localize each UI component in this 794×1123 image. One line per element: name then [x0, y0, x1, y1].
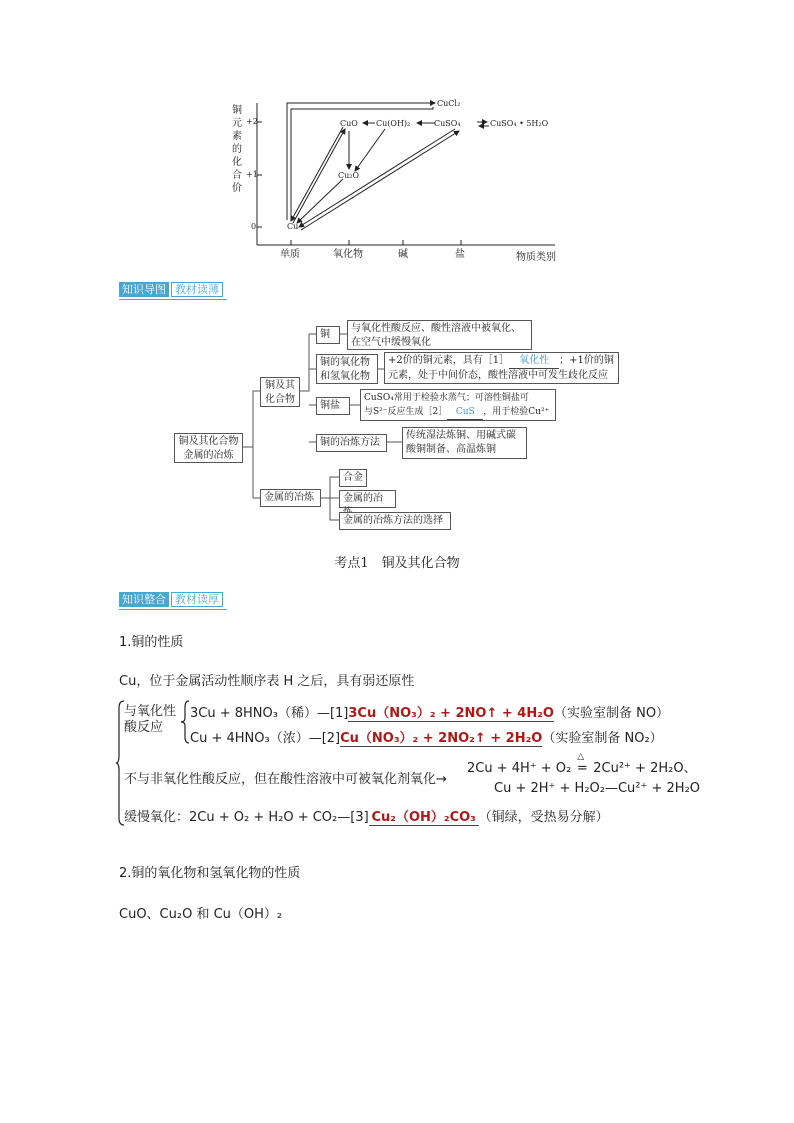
- intro-text: Cu，位于金属活动性顺序表 H 之后，具有弱还原性: [119, 674, 415, 689]
- node-cuso4: CuSO₄: [434, 119, 461, 128]
- mindmap-node-salt-desc: CuSO₄常用于检验水蒸气；可溶性铜盐可 与S²⁻反应生成［2］ CuS ，用于检验Cu²⁺: [360, 389, 556, 421]
- heading-oxides: 2.铜的氧化物和氢氧化物的性质: [119, 866, 301, 881]
- section-title: 考点1 铜及其化合物: [334, 556, 460, 571]
- y-tick: +1: [246, 170, 258, 179]
- non-oxidizing-acid-text: 不与非氧化性酸反应，但在酸性溶液中可被氧化剂氧化→: [124, 772, 447, 787]
- node-cuoh2: Cu(OH)₂: [376, 119, 411, 128]
- node-cu: Cu: [287, 222, 299, 231]
- mindmap-node-cu: 铜: [316, 326, 340, 344]
- node-cu2o: Cu₂O: [338, 171, 360, 180]
- mindmap-node-smelt-desc: 传统湿法炼铜、用碱式碳 酸铜制备、高温炼铜: [402, 427, 527, 459]
- mindmap-node-alloy: 合金: [339, 469, 367, 487]
- mindmap-node-oxides: 铜的氧化物 和氢氧化物: [316, 354, 378, 384]
- mindmap-branch-compounds: 铜及其 化合物: [260, 377, 300, 407]
- y-axis-label: 铜 元 素 的 化 合 价: [232, 105, 242, 194]
- x-tick: 碱: [398, 249, 408, 260]
- mindmap-connectors: [0, 0, 794, 540]
- mindmap-node-choice: 金属的冶炼方法的选择: [339, 512, 451, 530]
- mindmap-node-smelting: 金属的冶: [339, 490, 396, 508]
- equation-o2: 2Cu + 4H⁺ + O₂ △ = 2Cu²⁺ + 2H₂O、: [467, 752, 697, 776]
- node-cucl2: CuCl₂: [437, 99, 461, 108]
- y-tick: 0: [251, 222, 257, 231]
- mindmap-node-cu-desc: 与氧化性酸反应、酸性溶液中被氧化、 在空气中缓慢氧化: [347, 320, 532, 350]
- y-tick: +2: [246, 117, 258, 126]
- mindmap-node-salt: 铜盐: [316, 397, 350, 415]
- mindmap-node-oxides-desc: +2价的铜元素，具有［1］ 氧化性 ；+1价的铜 元素，处于中间价态，酸性溶液中可发生歧化反应: [384, 352, 619, 384]
- mindmap-node-smelt: 铜的冶炼方法: [316, 434, 387, 452]
- reaction-dilute-nitric: 3Cu + 8HNO₃（稀）—[1]3Cu（NO₃）₂ + 2NO↑ + 4H₂O（实验室制备 NO）: [190, 702, 669, 722]
- x-axis-label: 物质类别: [516, 252, 556, 263]
- mindmap-branch-smelting: 金属的冶炼: [260, 489, 321, 507]
- oxidizing-acid-label: 与氧化性 酸反应: [124, 704, 177, 735]
- x-tick: 单质: [280, 249, 300, 260]
- x-tick: 盐: [455, 249, 465, 260]
- slow-oxidation: 缓慢氧化：2Cu + O₂ + H₂O + CO₂—[3] Cu₂（OH）₂CO₃ （铜绿，受热易分解）: [124, 806, 609, 826]
- node-cuo: CuO: [340, 119, 358, 128]
- reaction-conc-nitric: Cu + 4HNO₃（浓）—[2]Cu（NO₃）₂ + 2NO₂↑ + 2H₂O（实验室制备 NO₂）: [190, 727, 663, 747]
- section-tag-map: 知识导图 教材读薄: [119, 282, 223, 297]
- section-tag-integrate: 知识整合 教材读厚: [119, 592, 223, 607]
- heading-copper-properties: 1.铜的性质: [119, 635, 184, 650]
- node-cuso4-5h2o: CuSO₄ • 5H₂O: [490, 119, 549, 128]
- oxides-subtitle: CuO、Cu₂O 和 Cu（OH）₂: [119, 907, 283, 922]
- equation-h2o2: Cu + 2H⁺ + H₂O₂—Cu²⁺ + 2H₂O: [494, 781, 701, 796]
- x-tick: 氧化物: [333, 249, 363, 260]
- mindmap-root: 铜及其化合物 金属的冶炼: [174, 433, 243, 463]
